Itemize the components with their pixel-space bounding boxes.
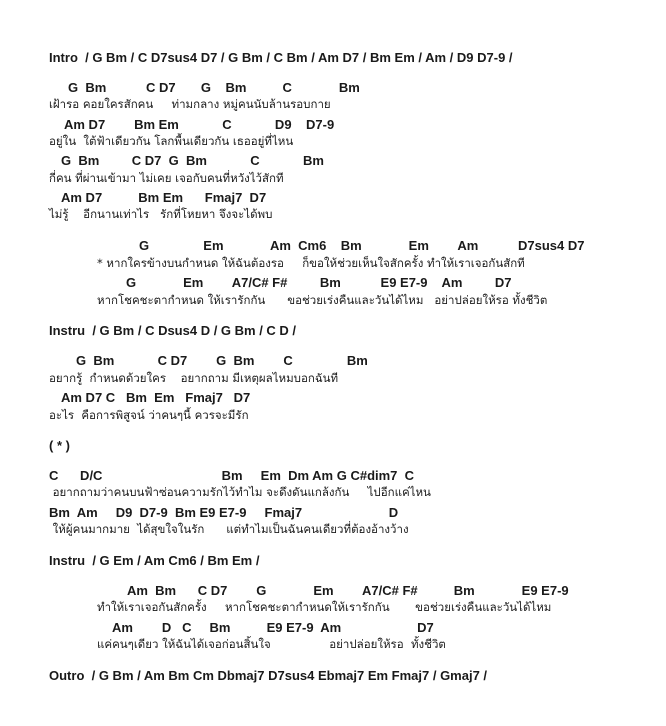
- verse1-chords-1: G Bm C D7 G Bm C Bm: [68, 80, 360, 95]
- verse1-lyric-1: เฝ้ารอ คอยใครสักคน ท่ามกลาง หมู่คนนับล้านรอบกาย: [49, 97, 331, 111]
- ending-lyric-1: ทำให้เราเจอกันสักครั้ง หากโชคชะตากำหนดให้เรารักกัน ขอช่วยเร่งคืนและวันได้ไหม: [97, 600, 552, 614]
- bridge-chords-2: Bm Am D9 D7-9 Bm E9 E7-9 Fmaj7 D: [49, 505, 399, 520]
- verse2-lyric-1: อยากรู้ กำหนดด้วยใคร อยากถาม มีเหตุผลไหมบอกฉันที: [49, 371, 339, 385]
- bridge-lyric-1: อยากถามว่าคนบนฟ้าซ่อนความรักไว้ทำไม จะดึงดันแกล้งกัน ไปอีกแค่ไหน: [49, 485, 431, 499]
- ending-lyric-2: แค่คนๆเดียว ให้ฉันได้เจอก่อนสิ้นใจ อย่าปล่อยให้รอ ทั้งชีวิต: [97, 637, 446, 651]
- chorus-chords-2: G Em A7/C# F# Bm E9 E7-9 Am D7: [126, 275, 512, 290]
- chorus-repeat-marker: ( * ): [49, 438, 70, 453]
- bridge-lyric-2: ให้ผู้คนมากมาย ได้สุขใจในรัก แต่ทำไมเป็นฉันคนเดียวที่ต้องอ้างว้าง: [49, 522, 409, 536]
- chorus-lyric-2: หากโชคชะตากำหนด ให้เรารักกัน ขอช่วยเร่งคืนและวันได้ไหม อย่าปล่อยให้รอ ทั้งชีวิต: [97, 293, 548, 307]
- instru-line-2: Instru / G Em / Am Cm6 / Bm Em /: [49, 553, 260, 568]
- verse2-chords-1: G Bm C D7 G Bm C Bm: [76, 353, 368, 368]
- verse1-chords-4: Am D7 Bm Em Fmaj7 D7: [61, 190, 267, 205]
- outro-line: Outro / G Bm / Am Bm Cm Dbmaj7 D7sus4 Ebmaj7 Em Fmaj7 / Gmaj7 /: [49, 668, 488, 683]
- verse1-lyric-3: กี่คน ที่ผ่านเข้ามา ไม่เคย เจอกับคนที่หวังไว้สักที: [49, 171, 284, 185]
- intro-line: Intro / G Bm / C D7sus4 D7 / G Bm / C Bm / Am D7 / Bm Em / Am / D9 D7-9 /: [49, 50, 513, 65]
- ending-chords-2: Am D C Bm E9 E7-9 Am D7: [112, 620, 434, 635]
- instru-line-1: Instru / G Bm / C Dsus4 D / G Bm / C D /: [49, 323, 297, 338]
- verse1-chords-2: Am D7 Bm Em C D9 D7-9: [64, 117, 335, 132]
- verse1-lyric-4: ไม่รู้ อีกนานเท่าไร รักที่โหยหา จึงจะได้พบ: [49, 207, 273, 221]
- ending-chords-1: Am Bm C D7 G Em A7/C# F# Bm E9 E7-9: [127, 583, 569, 598]
- verse2-lyric-2: อะไร คือการพิสูจน์ ว่าคนๆนี้ ควรจะมีรัก: [49, 408, 249, 422]
- chorus-lyric-1: * หากใครข้างบนกำหนด ให้ฉันต้องรอ ก็ขอให้ช่วยเห็นใจสักครั้ง ทำให้เราเจอกันสักที: [97, 256, 525, 270]
- chorus-chords-1: G Em Am Cm6 Bm Em Am D7sus4 D7: [139, 238, 585, 253]
- bridge-chords-1: C D/C Bm Em Dm Am G C#dim7 C: [49, 468, 415, 483]
- verse1-lyric-2: อยู่ใน ใต้ฟ้าเดียวกัน โลกพื้นเดียวกัน เธออยู่ที่ไหน: [49, 134, 294, 148]
- verse1-chords-3: G Bm C D7 G Bm C Bm: [61, 153, 324, 168]
- verse2-chords-2: Am D7 C Bm Em Fmaj7 D7: [61, 390, 251, 405]
